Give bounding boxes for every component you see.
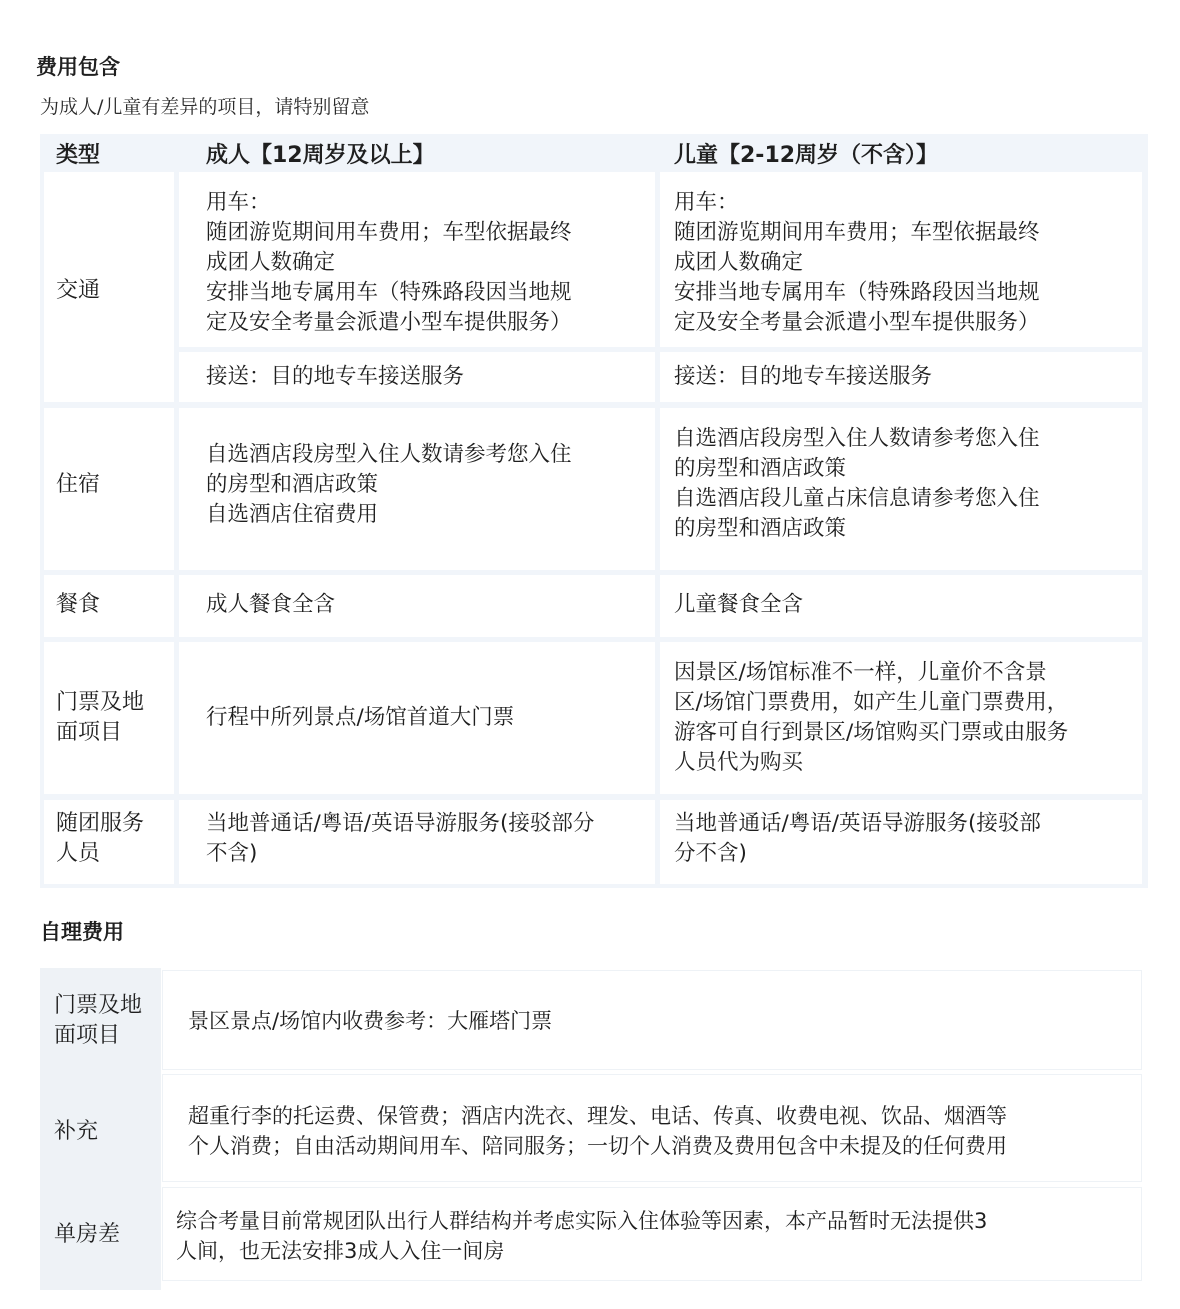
self-single-text: 综合考量目前常规团队出行人群结构并考虑实际入住体验等因素，本产品暂时无法提供3 人间，也无法安排3成人入住一间房 bbox=[176, 1209, 988, 1263]
tickets-adult: 行程中所列景点/场馆首道大门票 bbox=[206, 705, 515, 730]
meals-child: 儿童餐食全含 bbox=[674, 592, 804, 617]
transport-label: 交通 bbox=[56, 278, 101, 303]
self-extra-label: 补充 bbox=[54, 1119, 99, 1144]
section-title-included: 费用包含 bbox=[36, 55, 120, 79]
transport-car-adult: 用车： 随团游览期间用车费用；车型依据最终 成团人数确定 安排当地专属用车（特殊路段因当地规 定及安全考量会派遣小型车提供服务） bbox=[206, 190, 572, 335]
self-single-label: 单房差 bbox=[54, 1222, 121, 1247]
guide-adult: 当地普通话/粤语/英语导游服务(接驳部分 不含) bbox=[206, 811, 595, 866]
lodging-label: 住宿 bbox=[56, 472, 101, 497]
lodging-child: 自选酒店段房型入住人数请参考您入住 的房型和酒店政策 自选酒店段儿童占床信息请参考您入住 的房型和酒店政策 bbox=[674, 426, 1040, 541]
self-extra-text: 超重行李的托运费、保管费；酒店内洗衣、理发、电话、传真、收费电视、饮品、烟酒等 个人消费；自由活动期间用车、陪同服务；一切个人消费及费用包含中未提及的任何费用 bbox=[188, 1104, 1007, 1158]
transport-car-child: 用车： 随团游览期间用车费用；车型依据最终 成团人数确定 安排当地专属用车（特殊路段因当地规 定及安全考量会派遣小型车提供服务） bbox=[674, 190, 1040, 335]
meals-label: 餐食 bbox=[56, 592, 101, 617]
lodging-adult: 自选酒店段房型入住人数请参考您入住 的房型和酒店政策 自选酒店住宿费用 bbox=[206, 442, 572, 527]
tickets-child: 因景区/场馆标准不一样，儿童价不含景 区/场馆门票费用，如产生儿童门票费用， 游客可自行到景区/场馆购买门票或由服务 人员代为购买 bbox=[674, 660, 1069, 775]
guide-label: 随团服务 人员 bbox=[56, 811, 145, 866]
guide-child: 当地普通话/粤语/英语导游服务(接驳部 分不含) bbox=[674, 811, 1041, 866]
transport-transfer-adult: 接送：目的地专车接送服务 bbox=[206, 364, 465, 389]
section-subtitle: 为成人/儿童有差异的项目，请特别留意 bbox=[40, 96, 370, 118]
section-title-self-paid: 自理费用 bbox=[40, 920, 124, 944]
transport-transfer-child: 接送：目的地专车接送服务 bbox=[674, 364, 933, 389]
self-tickets-text: 景区景点/场馆内收费参考：大雁塔门票 bbox=[188, 1009, 553, 1033]
header-adult: 成人【12周岁及以上】 bbox=[206, 143, 435, 168]
header-type: 类型 bbox=[56, 143, 101, 168]
meals-adult: 成人餐食全含 bbox=[206, 592, 336, 617]
tickets-label: 门票及地 面项目 bbox=[56, 690, 145, 745]
header-child: 儿童【2-12周岁（不含）】 bbox=[674, 143, 939, 168]
self-tickets-label: 门票及地 面项目 bbox=[54, 993, 143, 1048]
